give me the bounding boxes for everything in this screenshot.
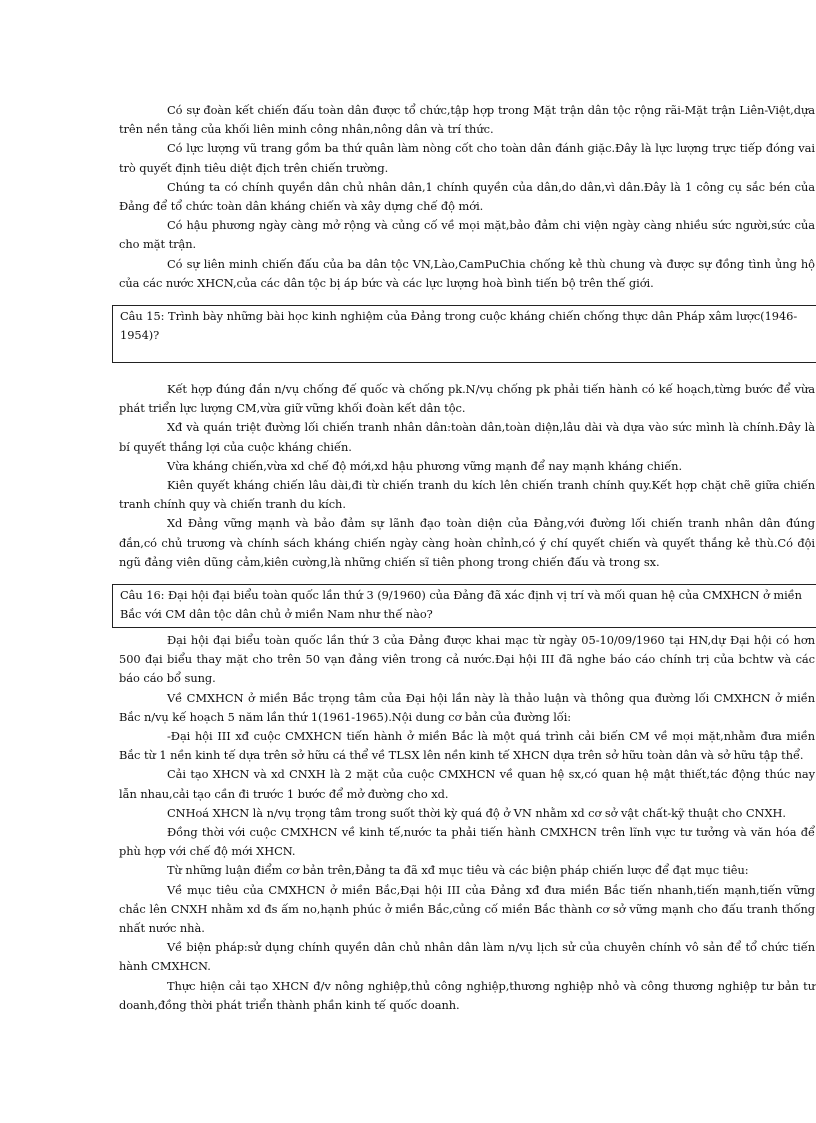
paragraph: Về CMXHCN ở miền Bắc trọng tâm của Đại hội lần này là thảo luận và thông qua đường lối CMXHCN ở miền Bắc n/vụ kế hoạch 5 năm lần thứ 1(1961-1965).Nội dung cơ bản của đường lối:: [119, 690, 815, 724]
paragraph: Vừa kháng chiến,vừa xd chế độ mới,xd hậu phương vững mạnh để nay mạnh kháng chiến.: [167, 458, 683, 473]
question-15-box: [112, 305, 816, 363]
section-congress-3: [119, 631, 815, 1015]
paragraph: Có sự đoàn kết chiến đấu toàn dân được tổ chức,tập hợp trong Mặt trận dân tộc rộng rãi-Mặt trận Liên-Việt,dựa trên nền tảng của khối liên minh công nhân,nông dân và trí thức.: [119, 103, 815, 137]
paragraph: Về biện pháp:sử dụng chính quyền dân chủ nhân dân làm n/vụ lịch sử của chuyên chính vô sản để tổ chức tiến hành CMXHCN.: [119, 940, 815, 974]
paragraph: Có hậu phương ngày càng mở rộng và củng cố về mọi mặt,bảo đảm chi viện ngày càng nhiều sức người,sức của cho mặt trận.: [119, 218, 815, 252]
paragraph: Xd Đảng vững mạnh và bảo đảm sự lãnh đạo toàn diện của Đảng,với đường lối chiến tranh nhân dân đúng đắn,có chủ trương và chính sách kháng chiến ngày càng hoàn chỉnh,có ý chí quyết chiến và quyết thắng kẻ thù.Có đội ngũ đảng viên dũng cảm,kiên cường,là những chiến sĩ tiên phong trong chiến đấu và trong sx.: [119, 516, 815, 569]
paragraph: Kiên quyết kháng chiến lâu dài,đi từ chiến tranh du kích lên chiến tranh chính quy.Kết hợp chặt chẽ giữa chiến tranh chính quy và chiến tranh du kích.: [119, 478, 815, 512]
section-lessons: [119, 380, 815, 572]
paragraph: Kết hợp đúng đắn n/vụ chống đế quốc và chống pk.N/vụ chống pk phải tiến hành có kế hoạch,từng bước để vừa phát triển lực lượng CM,vừa giữ vững khối đoàn kết dân tộc.: [119, 382, 815, 416]
paragraph: Từ những luận điểm cơ bản trên,Đảng ta đã xđ mục tiêu và các biện pháp chiến lược để đạt mục tiêu:: [167, 863, 749, 878]
paragraph: Về mục tiêu của CMXHCN ở miền Bắc,Đại hội III của Đảng xđ đưa miền Bắc tiến nhanh,tiến mạnh,tiến vững chắc lên CNXH nhằm xd đs ấm no,hạnh phúc ở miền Bắc,củng cố miền Bắc thành cơ sở vững mạnh cho đấu tranh thống nhất nước nhà.: [119, 882, 815, 936]
paragraph: CNHoá XHCN là n/vụ trọng tâm trong suốt thời kỳ quá độ ở VN nhằm xd cơ sở vật chất-kỹ thuật cho CNXH.: [167, 805, 786, 820]
paragraph: Thực hiện cải tạo XHCN đ/v nông nghiệp,thủ công nghiệp,thương nghiệp nhỏ và công thương nghiệp tư bản tư doanh,đồng thời phát triển thành phần kinh tế quốc doanh.: [119, 978, 815, 1012]
paragraph: Xđ và quán triệt đường lối chiến tranh nhân dân:toàn dân,toàn diện,lâu dài và dựa vào sức mình là chính.Đây là bí quyết thắng lợi của cuộc kháng chiến.: [119, 420, 815, 454]
paragraph: -Đại hội III xđ cuộc CMXHCN tiến hành ở miền Bắc là một quá trình cải biến CM về mọi mặt,nhằm đưa miền Bắc từ 1 nền kinh tế dựa trên sở hữu cá thể về TLSX lên nền kinh tế XHCN dựa trên sở hữu toàn dân và sở hữu tập thể.: [119, 729, 815, 763]
paragraph: Cải tạo XHCN và xd CNXH là 2 mặt của cuộc CMXHCN về quan hệ sx,có quan hệ mật thiết,tác động thúc nay lẫn nhau,cải tạo cần đi trước 1 bước để mở đường cho xd.: [119, 767, 815, 801]
question-16-box: [112, 584, 816, 628]
question-16-text: Câu 16: Đại hội đại biểu toàn quốc lần thứ 3 (9/1960) của Đảng đã xác định vị trí và mối quan hệ của CMXHCN ở miền Bắc với CM dân tộc dân chủ ở miền Nam như thế nào?: [120, 588, 802, 622]
section-success-factors: [119, 101, 815, 293]
question-15-text: Câu 15: Trình bày những bài học kinh nghiệm của Đảng trong cuộc kháng chiến chống thực dân Pháp xâm lược(1946-1954)?: [120, 309, 798, 343]
paragraph: Có sự liên minh chiến đấu của ba dân tộc VN,Lào,CamPuChia chống kẻ thù chung và được sự đồng tình ủng hộ của các nước XHCN,của các dân tộc bị áp bức và các lực lượng hoà bình tiến bộ trên thế giới.: [119, 256, 815, 290]
paragraph: Đồng thời với cuộc CMXHCN về kinh tế,nước ta phải tiến hành CMXHCN trên lĩnh vực tư tưởng và văn hóa để phù hợp với chế độ mới XHCN.: [119, 825, 815, 859]
paragraph: Có lực lượng vũ trang gồm ba thứ quân làm nòng cốt cho toàn dân đánh giặc.Đây là lực lượng trực tiếp đóng vai trò quyết định tiêu diệt địch trên chiến trường.: [119, 141, 815, 175]
paragraph: Chúng ta có chính quyền dân chủ nhân dân,1 chính quyền của dân,do dân,vì dân.Đây là 1 công cụ sắc bén của Đảng để tổ chức toàn dân kháng chiến và xây dựng chế độ mới.: [119, 179, 815, 214]
paragraph: Đại hội đại biểu toàn quốc lần thứ 3 của Đảng được khai mạc từ ngày 05-10/09/1960 tại HN,dự Đại hội có hơn 500 đại biểu thay mặt cho trên 50 vạn đảng viên trong cả nước.Đại hội III đã nghe báo cáo chính trị của bchtw và các báo cáo bổ sung.: [119, 633, 815, 686]
